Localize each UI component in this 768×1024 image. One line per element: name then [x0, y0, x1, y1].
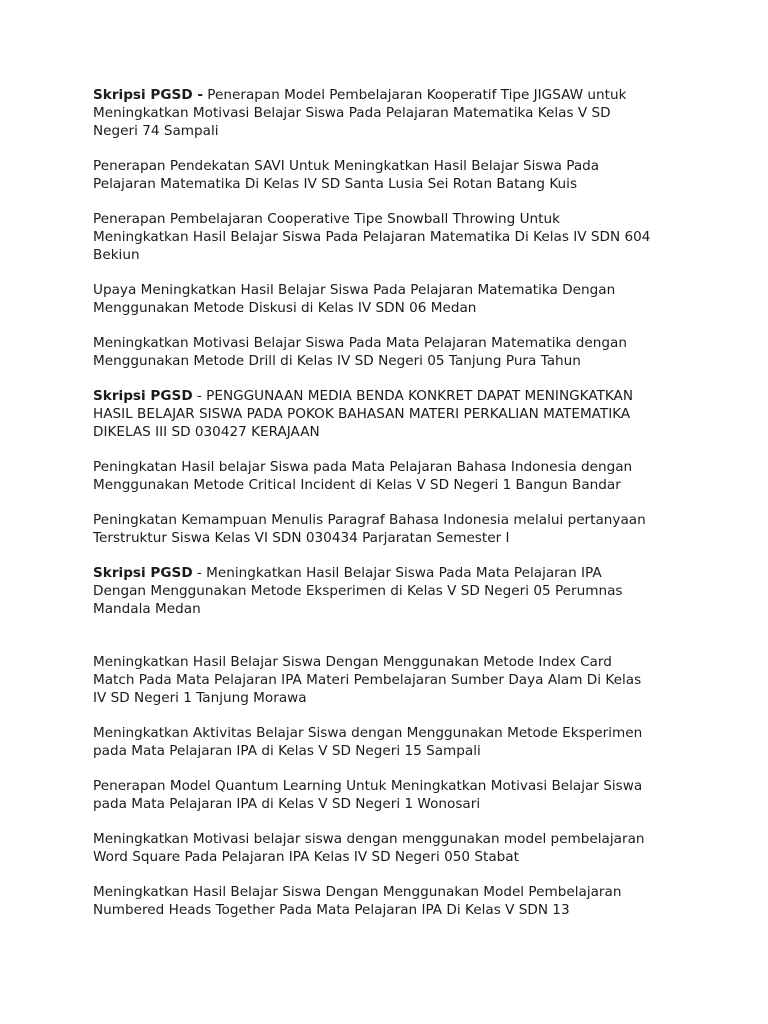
entry-prefix: Skripsi PGSD - [93, 87, 203, 103]
thesis-entry-14 [93, 883, 693, 919]
entry-text: Peningkatan Hasil belajar Siswa pada Mata Pelajaran Bahasa Indonesia dengan Menggunakan Metode Critical Incident di Kelas V SD Negeri 1 Bangun Bandar [93, 459, 633, 493]
thesis-entry-7 [93, 458, 693, 494]
thesis-entry-12 [93, 777, 693, 813]
thesis-entry-2 [93, 157, 693, 193]
entry-text: Penerapan Model Quantum Learning Untuk Meningkatkan Motivasi Belajar Siswa pada Mata Pelajaran IPA di Kelas V SD Negeri 1 Wonosari [93, 778, 643, 812]
thesis-entry-13 [93, 830, 693, 866]
entry-text: Upaya Meningkatkan Hasil Belajar Siswa Pada Pelajaran Matematika Dengan Menggunakan Metode Diskusi di Kelas IV SDN 06 Medan [93, 282, 616, 316]
thesis-entry-3 [93, 210, 693, 264]
thesis-entry-8 [93, 511, 693, 547]
thesis-entry-6 [93, 387, 693, 441]
entry-text: Meningkatkan Hasil Belajar Siswa Dengan Menggunakan Metode Index Card Match Pada Mata Pelajaran IPA Materi Pembelajaran Sumber Daya Alam Di Kelas IV SD Negeri 1 Tanjung Morawa [93, 654, 642, 706]
thesis-entry-10 [93, 653, 693, 707]
entry-text: Meningkatkan Motivasi Belajar Siswa Pada Mata Pelajaran Matematika dengan Menggunakan Metode Drill di Kelas IV SD Negeri 05 Tanjung Pura Tahun [93, 335, 627, 369]
entry-text: - Meningkatkan Hasil Belajar Siswa Pada Mata Pelajaran IPA Dengan Menggunakan Metode Eksperimen di Kelas V SD Negeri 05 Perumnas Mandala Medan [93, 565, 623, 617]
thesis-entry-4 [93, 281, 693, 317]
entry-text: Meningkatkan Motivasi belajar siswa dengan menggunakan model pembelajaran Word Square Pada Pelajaran IPA Kelas IV SD Negeri 050 Stabat [93, 831, 645, 865]
entry-prefix: Skripsi PGSD [93, 388, 193, 404]
entry-text: Meningkatkan Hasil Belajar Siswa Dengan Menggunakan Model Pembelajaran Numbered Heads Together Pada Mata Pelajaran IPA Di Kelas V SDN 13 [93, 884, 622, 918]
thesis-entry-1 [93, 86, 693, 140]
entry-text: Peningkatan Kemampuan Menulis Paragraf Bahasa Indonesia melalui pertanyaan Terstruktur Siswa Kelas VI SDN 030434 Parjaratan Semester I [93, 512, 646, 546]
entry-prefix: Skripsi PGSD [93, 565, 193, 581]
thesis-entry-9 [93, 564, 693, 618]
thesis-entry-5 [93, 334, 693, 370]
document-page [93, 86, 693, 936]
entry-text: Meningkatkan Aktivitas Belajar Siswa dengan Menggunakan Metode Eksperimen pada Mata Pelajaran IPA di Kelas V SD Negeri 15 Sampali [93, 725, 643, 759]
thesis-entry-11 [93, 724, 693, 760]
entry-text: Penerapan Model Pembelajaran Kooperatif Tipe JIGSAW untuk Meningkatkan Motivasi Belajar Siswa Pada Pelajaran Matematika Kelas V SD Negeri 74 Sampali [93, 87, 627, 139]
entry-text: Penerapan Pembelajaran Cooperative Tipe Snowball Throwing Untuk Meningkatkan Hasil Belajar Siswa Pada Pelajaran Matematika Di Kelas IV SDN 604 Bekiun [93, 211, 651, 263]
entry-text: - PENGGUNAAN MEDIA BENDA KONKRET DAPAT MENINGKATKAN HASIL BELAJAR SISWA PADA POKOK BAHASAN MATERI PERKALIAN MATEMATIKA DIKELAS III SD 030427 KERAJAAN [93, 388, 634, 440]
entry-text: Penerapan Pendekatan SAVI Untuk Meningkatkan Hasil Belajar Siswa Pada Pelajaran Matematika Di Kelas IV SD Santa Lusia Sei Rotan Batang Kuis [93, 158, 600, 192]
